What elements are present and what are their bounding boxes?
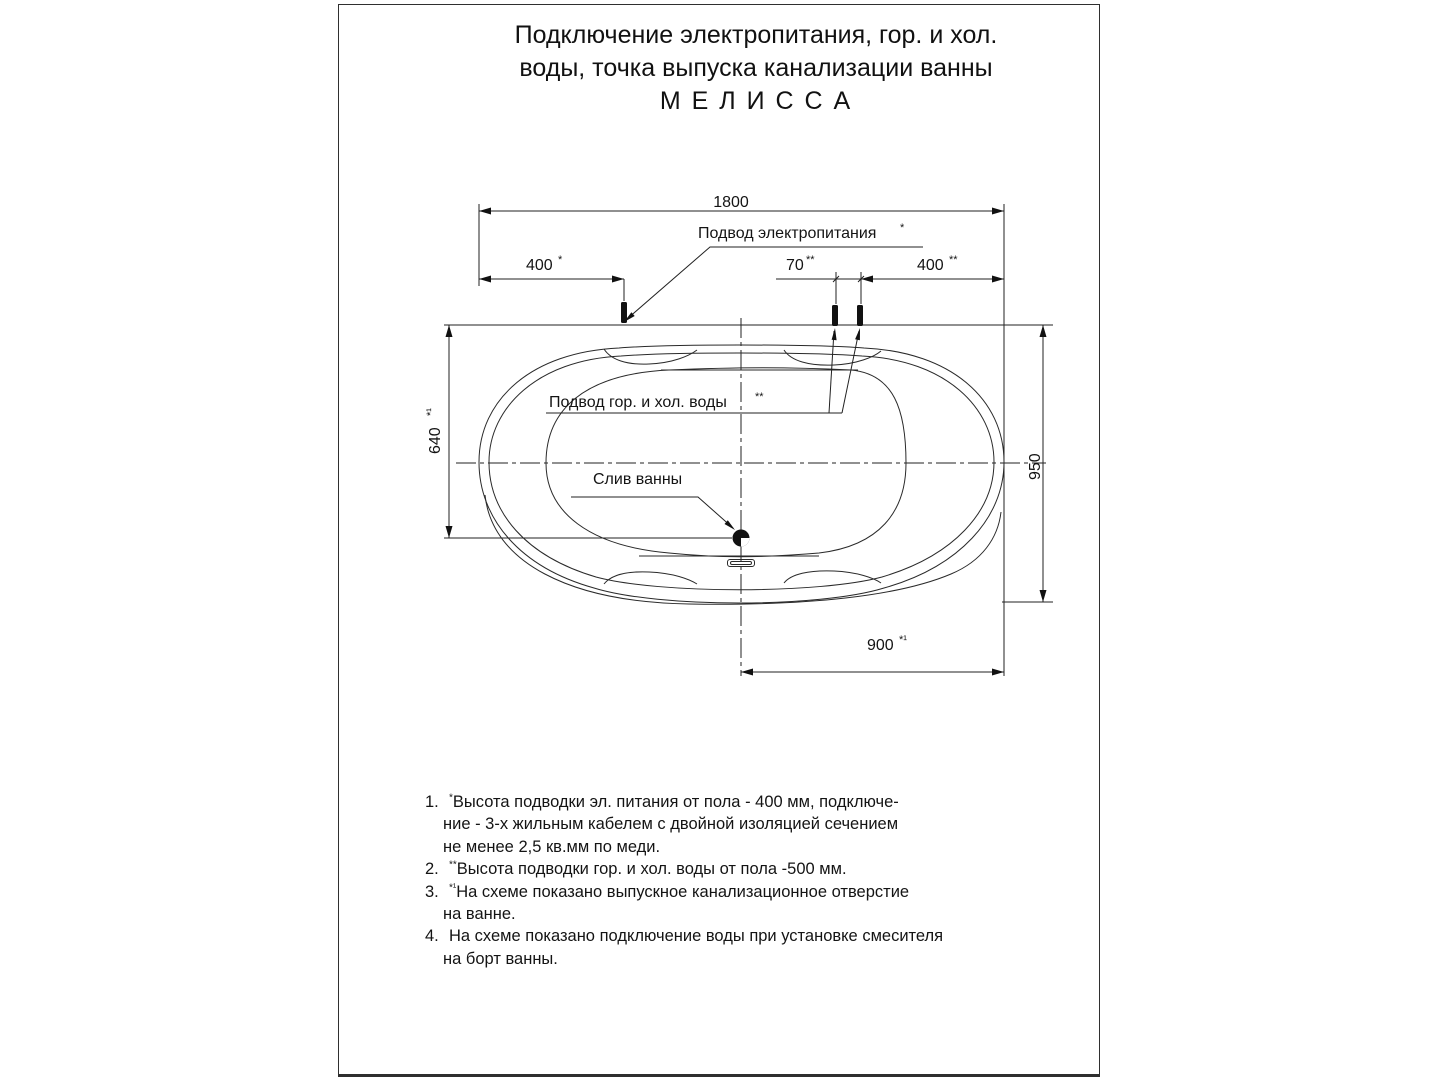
title-model-name: М Е Л И С С А — [659, 87, 853, 115]
footnote-text: ние - 3-х жильным кабелем с двойной изоляцией сечением — [443, 815, 899, 834]
extension-lines — [444, 204, 1053, 676]
connection-marks — [621, 302, 863, 547]
footnote-marker: * — [449, 792, 453, 804]
apron-pocket-left — [604, 572, 697, 584]
center-lines — [456, 318, 1046, 676]
water-leader-1 — [829, 331, 834, 413]
drawing-sheet — [338, 4, 1100, 1077]
footnote-marker: ** — [449, 859, 457, 871]
dim-text-950: 950 — [1027, 453, 1044, 480]
title-line-2: воды, точка выпуска канализации ванны — [519, 54, 993, 82]
water-leader-2 — [842, 331, 859, 413]
dim-sup-400-right: ** — [949, 254, 958, 266]
footnotes — [425, 791, 1025, 970]
footnote-text: Высота подводки гор. и хол. воды от пола -500 мм. — [456, 860, 847, 879]
footnote-marker: *¹ — [449, 882, 457, 894]
drain-leader — [571, 497, 733, 528]
bathtub-installation-diagram — [339, 150, 1099, 850]
title-line-1: Подключение электропитания, гор. и хол. — [514, 21, 998, 49]
water-pipe-mark-cold — [857, 305, 863, 326]
dim-sup-900: *¹ — [899, 634, 907, 646]
dim-text-70: 70 — [786, 257, 804, 274]
power-leader — [627, 247, 923, 319]
footnote-number: 1. — [425, 793, 439, 811]
dimension-arrowheads — [446, 208, 1047, 676]
drawing-title — [411, 19, 1101, 118]
footnote-text: на борт ванны. — [443, 949, 558, 968]
dim-sup-400-left: * — [558, 254, 563, 266]
water-pipe-mark-hot — [832, 305, 838, 326]
label-power-supply: Подвод электропитания — [698, 225, 877, 242]
footnote-number: 4. — [425, 927, 439, 946]
apron-pocket-right — [784, 571, 881, 583]
bathtub-top-view-svg — [339, 150, 1101, 850]
dim-text-1800: 1800 — [713, 194, 749, 211]
footnote-text: не менее 2,5 кв.мм по меди. — [443, 837, 661, 856]
dim-sup-70: ** — [806, 254, 815, 266]
footnote-2 — [425, 858, 1025, 880]
label-water-supply-sup: ** — [755, 391, 764, 403]
label-water-supply: Подвод гор. и хол. воды — [549, 394, 727, 411]
dim-text-900: 900 — [867, 637, 894, 654]
footnote-number: 3. — [425, 882, 439, 901]
dim-text-400-right: 400 — [917, 257, 944, 274]
footnote-text: На схеме показано выпускное канализационное отверстие — [456, 882, 910, 901]
label-drain: Слив ванны — [593, 471, 683, 488]
overflow-slot-inner — [731, 562, 752, 565]
footnote-3 — [425, 881, 1025, 926]
dim-text-400-left: 400 — [526, 257, 553, 274]
apron-skirt-curve — [485, 495, 1001, 604]
dim-text-640: 640 — [427, 427, 444, 454]
footnote-text: На схеме показано подключение воды при установке смесителя — [449, 927, 944, 946]
footnote-1 — [425, 791, 1025, 858]
label-power-supply-sup: * — [900, 222, 905, 234]
footnote-4 — [425, 925, 1025, 970]
drain-symbol-white-sector — [741, 538, 750, 547]
footnote-number: 2. — [425, 860, 439, 879]
dim-sup-640: *¹ — [425, 408, 437, 416]
footnote-text: Высота подводки эл. питания от пола - 400 мм, подключе- — [452, 793, 899, 811]
footnote-text: на ванне. — [443, 905, 516, 924]
